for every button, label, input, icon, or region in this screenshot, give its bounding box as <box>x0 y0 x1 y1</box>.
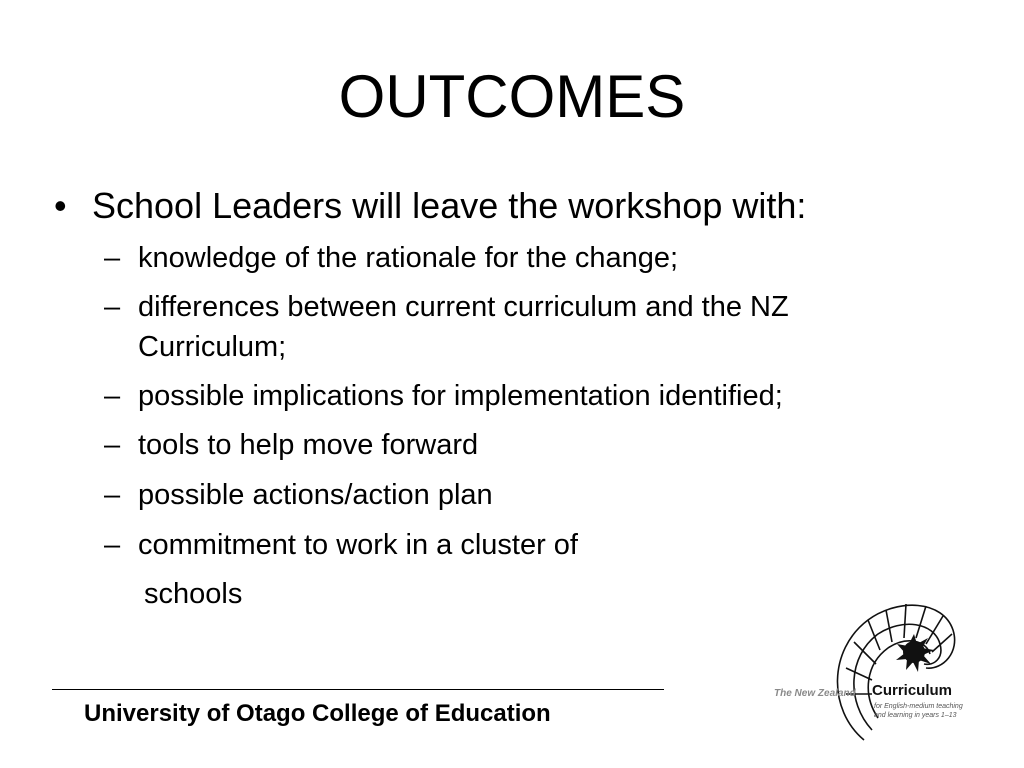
dash-marker: – <box>104 291 121 323</box>
sub-bullet-commitment <box>104 525 924 565</box>
dash-marker: – <box>104 529 121 561</box>
logo-tagline-line1: for English-medium teaching <box>874 703 963 710</box>
sub-bullet-text: commitment to work in a cluster of <box>138 529 578 561</box>
sub-bullet-differences <box>104 287 924 367</box>
dash-marker: – <box>104 429 121 461</box>
sub-bullet-actions <box>104 475 924 515</box>
footer-divider <box>52 689 664 690</box>
main-bullet-text: School Leaders will leave the workshop with: <box>92 185 807 226</box>
koru-spiral-icon <box>768 590 968 756</box>
logo-tagline-line2: and learning in years 1–13 <box>874 712 957 719</box>
dash-marker: – <box>104 242 121 274</box>
sub-bullet-tools <box>104 425 924 465</box>
nz-curriculum-logo <box>768 590 968 756</box>
sub-bullet-text: tools to help move forward <box>138 429 479 461</box>
main-bullet-point <box>54 184 806 228</box>
sub-bullet-implications <box>104 376 924 416</box>
dash-marker: – <box>104 479 121 511</box>
footer-institution: University of Otago College of Education <box>84 700 551 727</box>
slide-title: OUTCOMES <box>338 63 686 130</box>
sub-bullet-continuation: schools <box>144 578 243 610</box>
logo-prefix-text: The New Zealand <box>774 688 856 699</box>
sub-bullet-text: knowledge of the rationale for the change; <box>138 242 679 274</box>
logo-brand-text: Curriculum <box>872 682 953 699</box>
sub-bullet-text: possible actions/action plan <box>138 479 493 511</box>
sub-bullet-text: possible implications for implementation identified; <box>138 380 783 412</box>
sub-bullet-text: differences between current curriculum and the NZ Curriculum; <box>138 291 789 363</box>
sub-bullet-knowledge <box>104 238 924 278</box>
bullet-marker: • <box>54 185 67 226</box>
dash-marker: – <box>104 380 121 412</box>
